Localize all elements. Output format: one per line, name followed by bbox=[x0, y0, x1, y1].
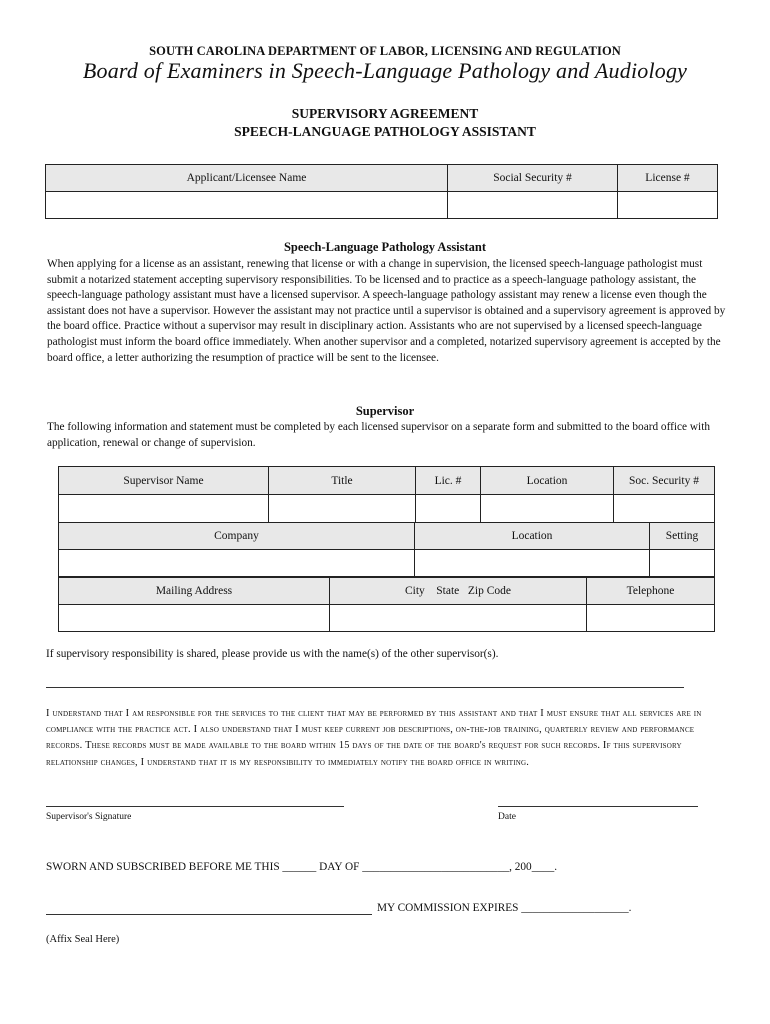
city-state-zip-field[interactable] bbox=[330, 605, 587, 632]
social-security-header: Social Security # bbox=[448, 165, 618, 192]
applicant-name-header: Applicant/Licensee Name bbox=[46, 165, 448, 192]
telephone-header: Telephone bbox=[587, 578, 715, 605]
setting-header: Setting bbox=[650, 523, 715, 550]
supervisor-signature-line[interactable] bbox=[46, 806, 344, 807]
board-name: Board of Examiners in Speech-Language Pathology and Audiology bbox=[82, 58, 688, 83]
address-table bbox=[58, 577, 715, 632]
soc-security-header: Soc. Security # bbox=[614, 467, 715, 495]
commission-expires-line: MY COMMISSION EXPIRES ___________________. bbox=[377, 902, 632, 914]
city-state-zip-header: City State Zip Code bbox=[330, 578, 587, 605]
title-header: Title bbox=[269, 467, 416, 495]
telephone-field[interactable] bbox=[587, 605, 715, 632]
license-number-field[interactable] bbox=[618, 192, 718, 219]
assistant-section-title: Speech-Language Pathology Assistant bbox=[283, 240, 487, 254]
shared-supervision-text: If supervisory responsibility is shared, please provide us with the name(s) of the other supervisor(s). bbox=[46, 648, 499, 660]
setting-field[interactable] bbox=[650, 550, 715, 577]
notary-signature-line[interactable] bbox=[46, 914, 372, 915]
applicant-name-field[interactable] bbox=[46, 192, 448, 219]
location-field[interactable] bbox=[481, 495, 614, 523]
title-field[interactable] bbox=[269, 495, 416, 523]
supervisor-info-table bbox=[58, 466, 715, 523]
location-header: Location bbox=[481, 467, 614, 495]
applicant-table bbox=[45, 164, 718, 219]
supervisor-signature-label: Supervisor's Signature bbox=[46, 812, 132, 822]
social-security-field[interactable] bbox=[448, 192, 618, 219]
supervisor-name-header: Supervisor Name bbox=[59, 467, 269, 495]
supervisor-section-title: Supervisor bbox=[355, 404, 415, 418]
supervisor-section-body: The following information and statement must be completed by each licensed supervisor on a separate form and submitted to the board office with application, renewal or change of supervision. bbox=[47, 421, 710, 449]
lic-number-header: Lic. # bbox=[416, 467, 481, 495]
company-header: Company bbox=[59, 523, 415, 550]
license-number-header: License # bbox=[618, 165, 718, 192]
other-supervisors-line[interactable] bbox=[46, 687, 684, 688]
affix-seal-note: (Affix Seal Here) bbox=[46, 934, 120, 945]
form-subtitle: SPEECH-LANGUAGE PATHOLOGY ASSISTANT bbox=[234, 124, 536, 139]
date-line[interactable] bbox=[498, 806, 698, 807]
form-title: SUPERVISORY AGREEMENT bbox=[291, 106, 479, 121]
assistant-section-body: When applying for a license as an assistant, renewing that license or with a change in supervision, the licensed speech-language pathologist must submit a notarized statement accepting supervisory responsibilities. To be licensed and to practice as a speech-language pathology assistant, the speech-language pathology assistant must have a licensed supervisor. A speech-language pathology assistant may renew a license even though the assistant does not have a supervisor. However the assistant may not practice until a supervisor is obtained and a supervisory agreement is approved by the board office. Practice without a supervisor may result in disciplinary action. Assistants who are not supervised by a licensed speech-language pathologist must inform the board office immediately. When another supervisor and a completed, notarized supervisory agreement is accepted by the board office, a letter authorizing the resumption of practice will be sent to the licensee. bbox=[47, 258, 726, 364]
soc-security-field[interactable] bbox=[614, 495, 715, 523]
company-field[interactable] bbox=[59, 550, 415, 577]
company-table bbox=[58, 522, 715, 577]
mailing-address-field[interactable] bbox=[59, 605, 330, 632]
supervisor-statement: I understand that I am responsible for the services to the client that may be performed by this assistant and that I must ensure that all services are in compliance with the practice act. I also understand that I must keep current job descriptions, on-the-job training, quarterly review and performance records. These records must be made available to the board within 15 days of the date of the board's request for such records. If this supervisory relationship changes, I understand that it is my responsibility to immediately notify the board office in writing. bbox=[46, 708, 702, 768]
sworn-subscribed-line: SWORN AND SUBSCRIBED BEFORE ME THIS ______ DAY OF __________________________, 200____. bbox=[46, 861, 558, 873]
company-location-field[interactable] bbox=[415, 550, 650, 577]
department-heading: SOUTH CAROLINA DEPARTMENT OF LABOR, LICENSING AND REGULATION bbox=[149, 44, 621, 58]
lic-number-field[interactable] bbox=[416, 495, 481, 523]
supervisor-name-field[interactable] bbox=[59, 495, 269, 523]
company-location-header: Location bbox=[415, 523, 650, 550]
mailing-address-header: Mailing Address bbox=[59, 578, 330, 605]
date-label: Date bbox=[498, 812, 516, 822]
